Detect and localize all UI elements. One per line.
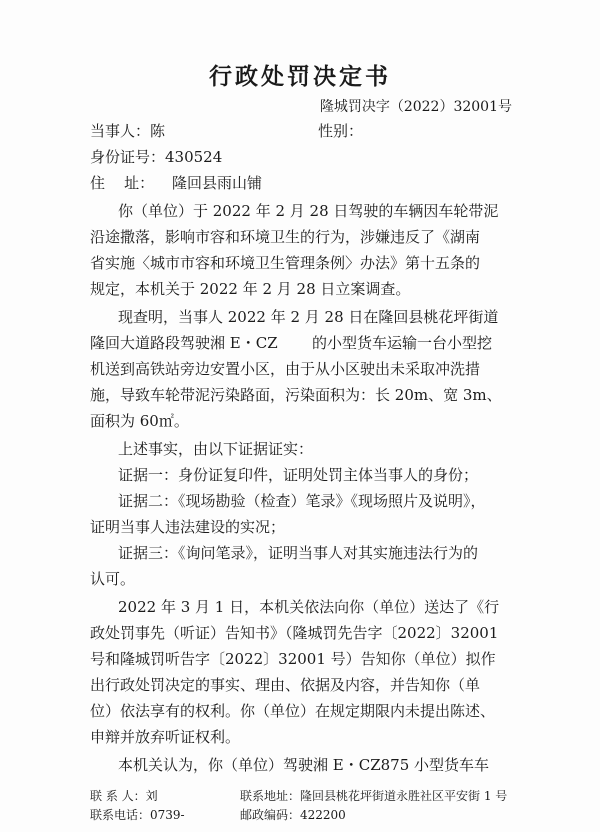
footer-contact-person: 联 系 人：刘 <box>90 789 158 803</box>
gender-label: 性别： <box>318 122 364 140</box>
evidence-line: 证据三：《询问笔录》，证明当事人对其实施违法行为的 <box>118 544 479 562</box>
party-label: 当事人：陈 <box>90 122 166 140</box>
paragraph-line: 出行政处罚决定的事实、理由、依据及内容，并告知你（单 <box>90 676 481 694</box>
paragraph-line: 规定，本机关于 2022 年 2 月 28 日立案调查。 <box>90 280 411 298</box>
paragraph-line: 号和隆城罚听告字〔2022〕32001 号）告知你（单位）拟作 <box>90 650 496 668</box>
address-label: 住 址： <box>90 174 155 192</box>
paragraph-line: 申辩并放弃听证权利。 <box>90 728 241 746</box>
paragraph-line: 位）依法享有的权利。你（单位）在规定期限内未提出陈述、 <box>90 702 496 720</box>
document-number: 隆城罚决字（2022）32001号 <box>319 99 512 115</box>
paragraph-line: 省实施〈城市市容和环境卫生管理条例〉办法》第十五条的 <box>90 254 481 272</box>
paragraph-line: 政处罚事先（听证）告知书》（隆城罚先告字〔2022〕32001 <box>90 624 499 642</box>
evidence-line: 认可。 <box>90 570 136 588</box>
paragraph-line: 机送到高铁站旁边安置小区，由于从小区驶出未采取冲洗措 <box>90 360 481 378</box>
paragraph-line: 现查明，当事人 2022 年 2 月 28 日在隆回县桃花坪街道 <box>118 308 499 326</box>
footer-contact-address: 联系地址：隆回县桃花坪街道永胜社区平安街 1 号 <box>240 789 508 803</box>
evidence-line: 证据一：身份证复印件，证明处罚主体当事人的身份； <box>118 466 479 484</box>
footer-postal-code: 邮政编码：422200 <box>240 808 346 822</box>
paragraph-line: 隆回大道路段驾驶湘 E・CZ <box>90 334 278 352</box>
paragraph-line: 本机关认为，你（单位）驾驶湘 E・CZ875 小型货车车 <box>118 756 490 774</box>
footer-contact-phone: 联系电话：0739- <box>90 808 185 822</box>
evidence-line: 证据二：《现场勘验（检查）笔录》《现场照片及说明》， <box>118 492 486 510</box>
paragraph-line: 上述事实，由以下证据证实： <box>118 440 314 458</box>
paragraph-line: 沿途撒落，影响市容和环境卫生的行为，涉嫌违反了《湖南 <box>90 228 481 246</box>
address-value: 隆回县雨山铺 <box>172 174 263 192</box>
paragraph-line: 施，导致车轮带泥污染路面，污染面积为：长 20m、宽 3m、 <box>90 386 502 404</box>
paragraph-line: 的小型货车运输一台小型挖 <box>312 334 493 352</box>
paragraph-line: 你（单位）于 2022 年 2 月 28 日驾驶的车辆因车轮带泥 <box>118 202 499 220</box>
id-number-label: 身份证号：430524 <box>90 148 223 166</box>
evidence-line: 证明当事人违法建设的实况； <box>90 518 286 536</box>
document-title: 行政处罚决定书 <box>209 63 391 90</box>
paragraph-line: 2022 年 3 月 1 日，本机关依法向你（单位）送达了《行 <box>118 598 500 616</box>
paragraph-line: 面积为 60㎡。 <box>90 412 189 430</box>
